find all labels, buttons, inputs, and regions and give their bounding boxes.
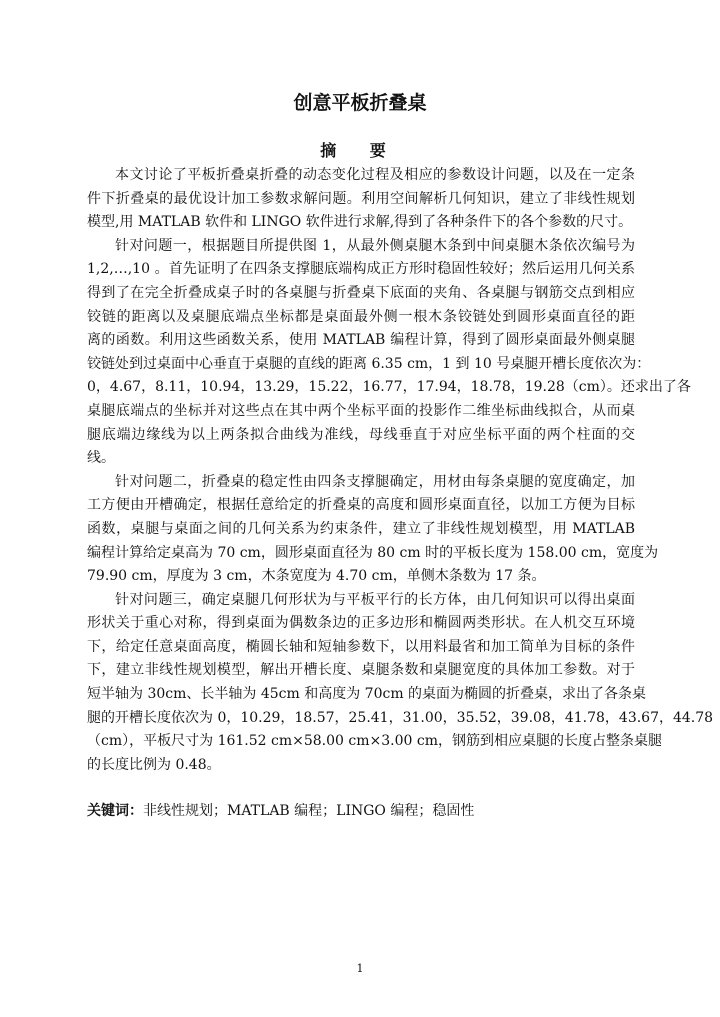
text-line: 针对问题二，折叠桌的稳定性由四条支撑腿确定，用材由每条桌腿的宽度确定，加 — [115, 473, 635, 490]
keywords-text: 非线性规划；MATLAB 编程；LINGO 编程；稳固性 — [143, 803, 475, 819]
text-line: 铰链的距离以及桌腿底端点坐标都是桌面最外侧一根木条铰链处到圆形桌面直径的距 — [87, 308, 635, 325]
text-line: 79.90 cm，厚度为 3 cm，木条宽度为 4.70 cm，单侧木条数为 17 条。 — [87, 568, 546, 585]
text-line: （cm），平板尺寸为 161.52 cm×58.00 cm×3.00 cm，钢筋到相应桌腿的长度占整条桌腿 — [87, 733, 662, 750]
abstract-body — [87, 164, 714, 777]
text-line: 模型,用 MATLAB 软件和 LINGO 软件进行求解,得到了各种条件下的各个参数的尺寸。 — [87, 214, 633, 231]
text-line: 离的函数。利用这些函数关系，使用 MATLAB 编程计算，得到了圆形桌面最外侧桌腿 — [87, 332, 635, 349]
text-line: 线。 — [87, 450, 115, 467]
keywords-label: 关键词： — [87, 803, 143, 819]
text-line: 1,2,…,10 。首先证明了在四条支撑腿底端构成正方形时稳固性较好；然后运用几何关系 — [87, 261, 635, 278]
text-line: 腿的开槽长度依次为 0，10.29，18.57，25.41，31.00，35.52，39.08，41.78，43.67，44.78 — [87, 709, 714, 726]
text-line: 腿底端边缘线为以上两条拟合曲线为准线，母线垂直于对应坐标平面的两个柱面的交 — [87, 426, 635, 443]
abstract-paragraph — [87, 471, 659, 589]
text-line: 函数，桌腿与桌面之间的几何关系为约束条件，建立了非线性规划模型，用 MATLAB — [87, 520, 635, 537]
abstract-paragraph — [87, 235, 691, 471]
text-line: 的长度比例为 0.48。 — [87, 756, 221, 773]
text-line: 件下折叠桌的最优设计加工参数求解问题。利用空间解析几何知识，建立了非线性规划 — [87, 190, 635, 207]
abstract-paragraph — [87, 589, 714, 778]
abstract-paragraph — [87, 164, 635, 235]
text-line: 工方便由开槽确定，根据任意给定的折叠桌的高度和圆形桌面直径，以加工方便为目标 — [87, 497, 635, 514]
text-line: 本文讨论了平板折叠桌折叠的动态变化过程及相应的参数设计问题，以及在一定条 — [115, 167, 635, 183]
text-line: 针对问题一，根据题目所提供图 1，从最外侧桌腿木条到中间桌腿木条依次编号为 — [115, 237, 635, 254]
text-line: 针对问题三，确定桌腿几何形状为与平板平行的长方体，由几何知识可以得出桌面 — [115, 591, 635, 608]
keywords — [87, 800, 474, 824]
text-line: 下，给定任意桌面高度，椭圆长轴和短轴参数下，以用料最省和加工简单为目标的条件 — [87, 638, 635, 655]
text-line: 0，4.67，8.11，10.94，13.29，15.22，16.77，17.94，18.78，19.28（cm）。还求出了各 — [87, 379, 691, 396]
text-line: 铰链处到过桌面中心垂直于桌腿的直线的距离 6.35 cm，1 到 10 号桌腿开槽长度依次为： — [87, 355, 651, 372]
text-line: 短半轴为 30cm、长半轴为 45cm 和高度为 70cm 的桌面为椭圆的折叠桌，求出了各条桌 — [87, 686, 647, 703]
text-line: 桌腿底端点的坐标并对这些点在其中两个坐标平面的投影作二维坐标曲线拟合，从而桌 — [87, 402, 635, 419]
text-line: 下，建立非线性规划模型，解出开槽长度、桌腿条数和桌腿宽度的具体加工参数。对于 — [87, 662, 635, 679]
text-line: 编程计算给定桌高为 70 cm，圆形桌面直径为 80 cm 时的平板长度为 158.00 cm，宽度为 — [87, 544, 659, 561]
abstract-heading: 摘 要 — [320, 141, 400, 160]
text-line: 得到了在完全折叠成桌子时的各桌腿与折叠桌下底面的夹角、各桌腿与钢筋交点到相应 — [87, 284, 635, 301]
text-line: 形状关于重心对称，得到桌面为偶数条边的正多边形和椭圆两类形状。在人机交互环境 — [87, 615, 635, 632]
page-number: 1 — [356, 962, 364, 975]
paper-title: 创意平板折叠桌 — [293, 92, 427, 114]
